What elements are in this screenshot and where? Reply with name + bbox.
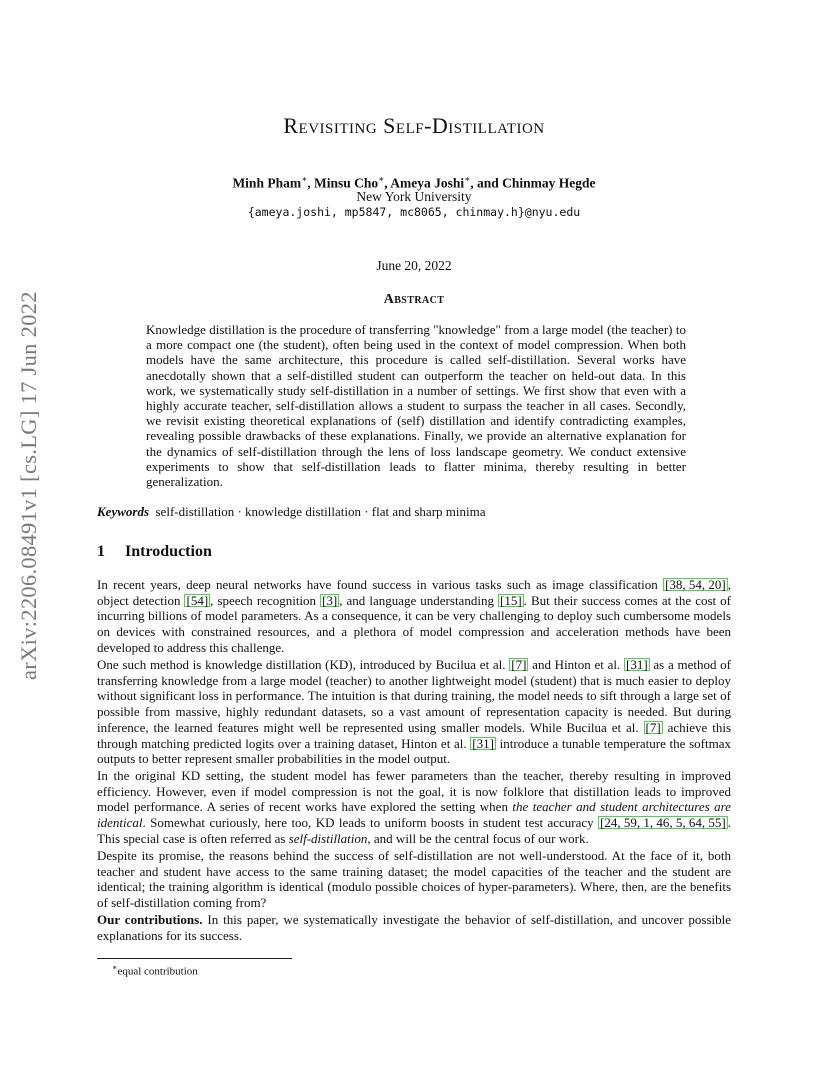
intro-paragraph: One such method is knowledge distillation (KD), introduced by Bucilua et al. [7] and Hinton et al. [31] as a method of transferring knowledge from a large model (teacher) to another lightweight model (student) that is much easier to deploy without significant loss in performance. The intuition is that during training, the model needs to sift through a large set of possible from massive, highly redundant datasets, so a vast amount of representation capacity is needed. But during inference, the learned features might well be represented using smaller models. While Bucilua et al. [7] achieve this through matching predicted logits over a training dataset, Hinton et al. [31] introduce a tunable temperature the softmax outputs to better represent smaller probabilities in the model output. [97,657,732,767]
equal-contribution-mark[interactable]: ∗ [378,174,385,184]
citation-link[interactable]: [7] [645,719,661,735]
citation-link[interactable]: [3] [322,592,338,608]
author-separator: , [307,175,314,191]
bold-lead: Our contributions. [97,912,203,927]
affiliation: New York University [356,189,472,204]
keywords-list: self-distillation · knowledge distillation · flat and sharp minima [155,504,486,519]
author-conjunction: and [477,175,503,191]
contributions-paragraph: Our contributions. In this paper, we systematically investigate the behavior of self-distillation, and uncover possible explanations for its success. [97,912,731,943]
intro-paragraph: In recent years, deep neural networks have found success in various tasks such as image classification [38, 54, 20] , object detection [54] , speech recognition [3] , and language understanding [15] . But their success comes at the cost of incurring billions of model parameters. As a consequence, it can be very challenging to deploy such cumbersome models on devices with constrained resources, and a plethora of model compression and acceleration methods have been developed to address this challenge. [97,577,732,655]
citation-link[interactable]: [54] [186,592,209,608]
citation-link[interactable]: [31] [626,657,648,672]
publication-date: June 20, 2022 [376,258,452,273]
author-separator: , [384,175,391,191]
footnote-mark: ∗ [112,963,118,972]
citation-link[interactable]: [15] [499,592,522,608]
footnote [112,963,198,978]
footnote-divider [97,958,292,959]
abstract-heading: Abstract [383,292,445,307]
equal-contribution-mark[interactable]: ∗ [464,174,471,184]
author-name: Ameya Joshi [390,175,465,191]
footnote-text: equal contribution [117,965,198,978]
keywords-line [97,504,486,520]
section-title: Introduction [125,543,212,560]
citation-link[interactable]: [38, 54, 20] [665,577,726,592]
intro-paragraph: In the original KD setting, the student model has fewer parameters than the teacher, thereby resulting in improved efficiency. However, even if model compression is not the goal, it is now folklore that distillation leads to improved model performance. A series of recent works have explored the setting when the teacher and student architectures are identical. Somewhat curiously, here too, KD leads to uniform boosts in student test accuracy [24, 59, 1, 46, 5, 64, 55] . This special case is often referred as self-distillation, and will be the central focus of our work. [97,768,732,846]
intro-paragraph: Despite its promise, the reasons behind the success of self-distillation are not well-understood. At the face of it, both teacher and student have access to the same training dataset; the model capacities of the teacher and the student are identical; the training algorithm is identical (modulo possible choices of hyper-parameters). Where, then, are the benefits of self-distillation coming from? [97,848,731,911]
arxiv-identifier[interactable]: arXiv:2206.08491v1 [cs.LG] 17 Jun 2022 [16,291,41,680]
author-name: Chinmay Hegde [502,175,596,191]
section-number: 1 [97,543,105,560]
section-heading [97,543,212,561]
emphasis-text: the teacher and student architectures are identical [97,799,732,831]
citation-link[interactable]: [31] [472,735,494,751]
citation-link[interactable]: [7] [511,657,527,672]
abstract-text: Knowledge distillation is the procedure of transferring "knowledge" from a large model (the teacher) to a more compact one (the student), often being used in the context of model compression. When both models have the same architecture, this procedure is called self-distillation. Several works have anecdotally shown that a self-distilled student can outperform the teacher on held-out data. In this work, we systematically study self-distillation in a number of settings. We first show that even with a highly accurate teacher, self-distillation allows a student to surpass the teacher in all cases. Secondly, we revisit existing theoretical explanations of (self) distillation and identify contradicting examples, revealing possible drawbacks of these explanations. Finally, we provide an alternative explanation for the dynamics of self-distillation through the lens of loss landscape geometry. We conduct extensive experiments to show that self-distillation leads to flatter minima, thereby resulting in better generalization. [146,322,686,490]
citation-link[interactable]: [24, 59, 1, 46, 5, 64, 55] [600,815,726,831]
equal-contribution-mark[interactable]: ∗ [301,174,308,184]
author-emails: {ameya.joshi, mp5847, mc8065, chinmay.h}@nyu.edu [247,205,581,219]
author-name: Minh Pham [232,175,302,191]
author-name: Minsu Cho [313,175,379,191]
emphasis-text: self-distillation [288,830,368,846]
paper-title: Revisiting Self-Distillation [283,113,545,138]
author-separator: , [470,175,477,191]
keywords-label: Keywords [97,504,149,519]
